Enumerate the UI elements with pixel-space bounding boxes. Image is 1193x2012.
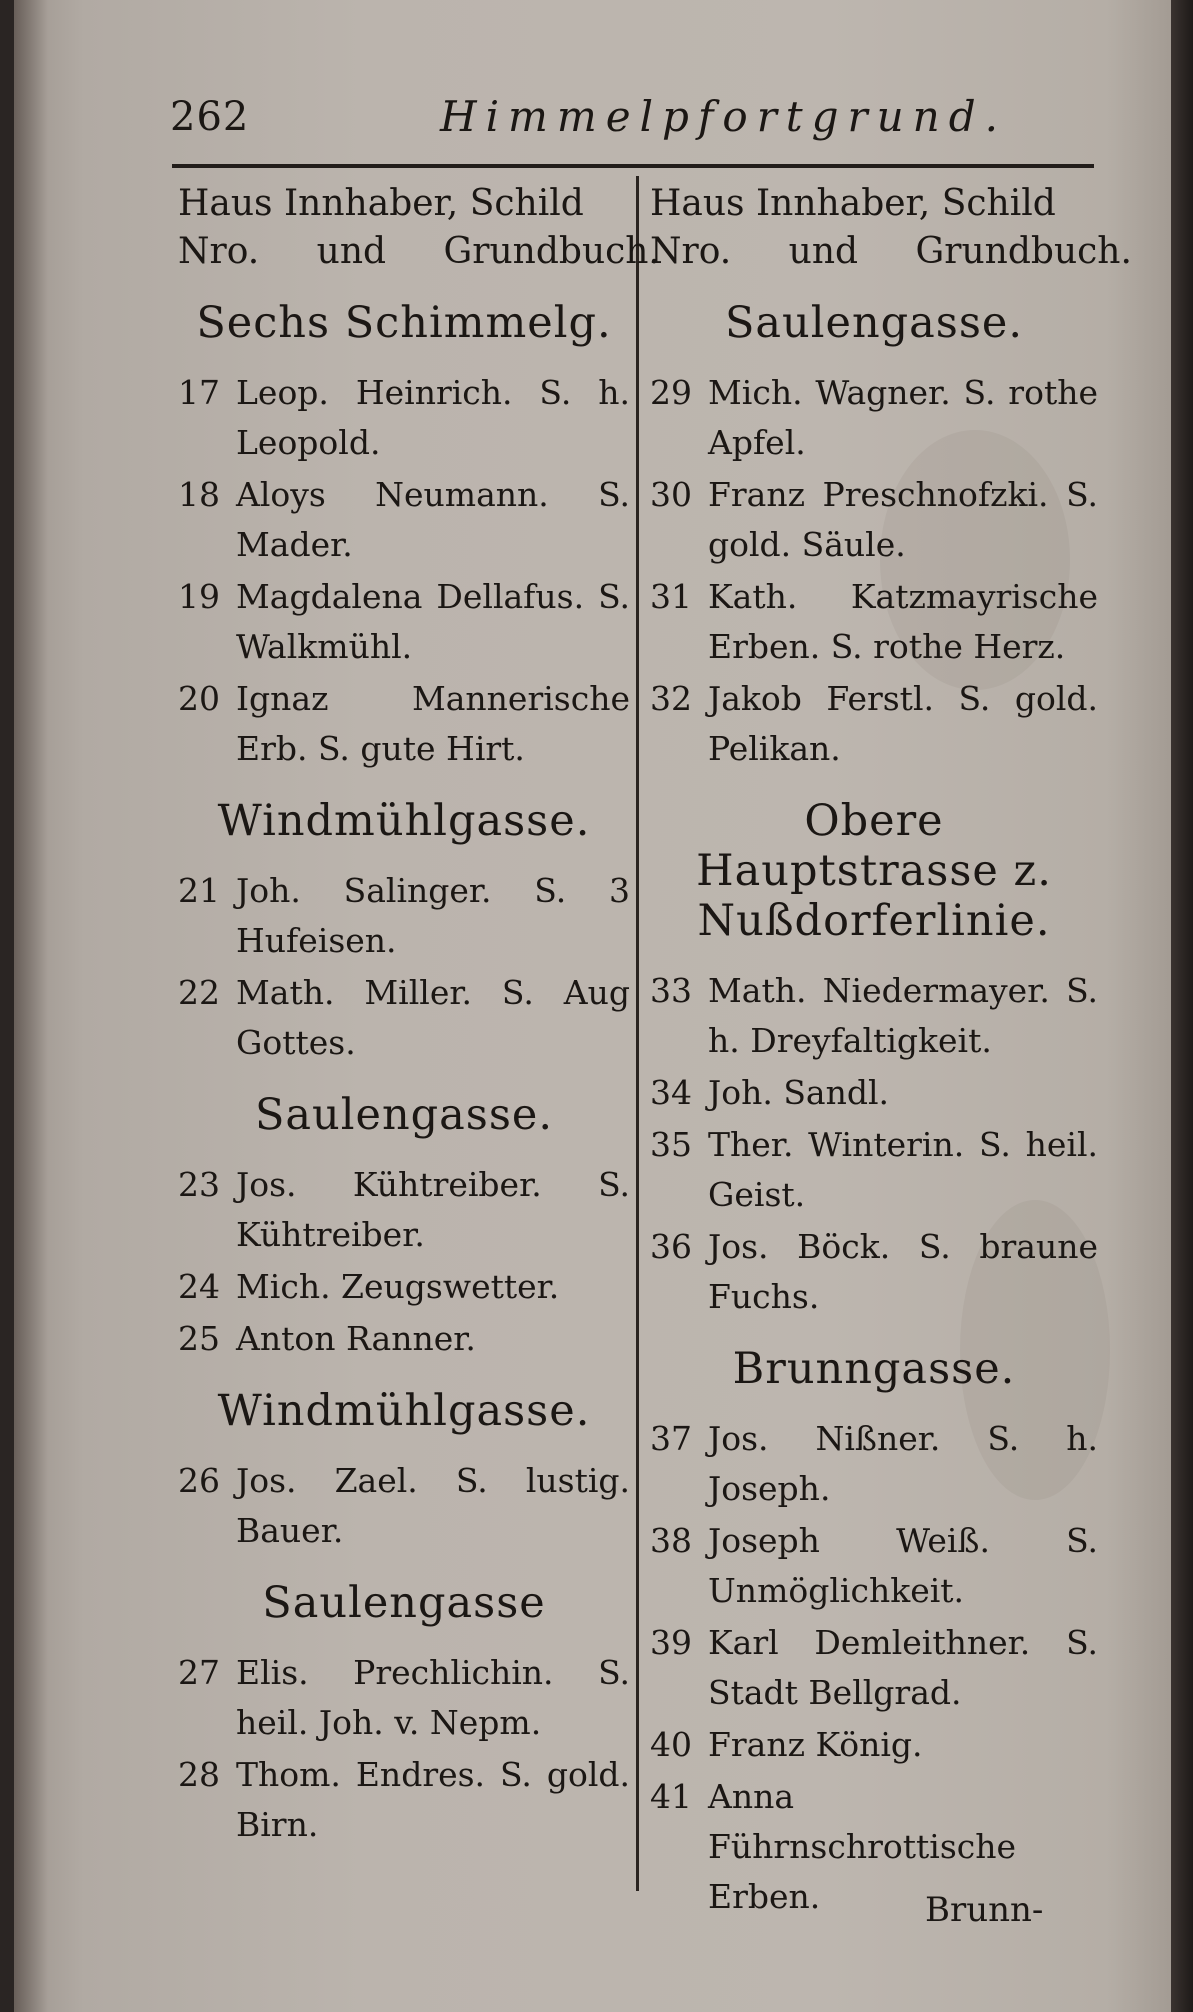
house-entry	[178, 368, 630, 468]
house-entry	[650, 1120, 1098, 1220]
house-entry	[650, 470, 1098, 570]
house-number: 21	[178, 871, 220, 910]
house-number: 34	[650, 1073, 692, 1112]
house-number: 40	[650, 1725, 692, 1764]
house-number: 38	[650, 1521, 692, 1560]
house-entry	[650, 966, 1098, 1066]
owner-and-sign: Jos. Kühtreiber. S. Kühtreiber.	[236, 1165, 630, 1254]
house-entry	[178, 572, 630, 672]
street-heading: Sechs Schimmelg.	[196, 298, 612, 348]
owner-and-sign: Math. Miller. S. Aug Gottes.	[236, 973, 630, 1062]
house-entry	[178, 1160, 630, 1260]
owner-and-sign: Jos. Böck. S. braune Fuchs.	[708, 1227, 1098, 1316]
street-heading: Windmühlgasse.	[217, 1386, 591, 1436]
house-number: 28	[178, 1755, 220, 1794]
house-number: 29	[650, 373, 692, 412]
street-heading: Windmühlgasse.	[217, 796, 591, 846]
column-heading	[178, 180, 660, 276]
house-number: 39	[650, 1623, 692, 1662]
left-column	[178, 180, 660, 1852]
house-number: 36	[650, 1227, 692, 1266]
owner-and-sign: Ther. Winterin. S. heil. Geist.	[708, 1125, 1098, 1214]
house-entry	[650, 368, 1098, 468]
spine-shadow	[14, 0, 48, 2012]
owner-and-sign: Kath. Katzmayrische Erben. S. rothe Herz.	[708, 577, 1098, 666]
house-entry	[650, 1068, 1098, 1118]
owner-and-sign: Jos. Nißner. S. h. Joseph.	[708, 1419, 1098, 1508]
owner-and-sign: Math. Niedermayer. S. h. Dreyfaltigkeit.	[708, 971, 1098, 1060]
street-heading: Obere Hauptstrasse z. Nußdorferlinie.	[696, 796, 1052, 946]
house-number: 30	[650, 475, 692, 514]
house-number: 33	[650, 971, 692, 1010]
house-entry	[178, 1648, 630, 1748]
house-number: 37	[650, 1419, 692, 1458]
street-heading: Saulengasse	[262, 1578, 546, 1628]
owner-and-sign: Anna Führnschrottische Erben.	[708, 1777, 1017, 1916]
street-heading: Saulengasse.	[724, 298, 1024, 348]
owner-and-sign: Anton Ranner.	[236, 1319, 476, 1358]
right-column	[650, 180, 1132, 1924]
house-entry	[178, 1750, 630, 1850]
street-heading: Brunngasse.	[732, 1344, 1016, 1394]
owner-and-sign: Thom. Endres. S. gold. Birn.	[236, 1755, 630, 1844]
running-title: Himmelpfortgrund.	[440, 92, 1007, 141]
house-entry	[650, 1618, 1098, 1718]
house-entry	[178, 866, 630, 966]
house-number: 25	[178, 1319, 220, 1358]
owner-and-sign: Magdalena Dellafus. S. Walkmühl.	[236, 577, 630, 666]
column-heading-line-2	[650, 228, 1132, 276]
house-number: 41	[650, 1777, 692, 1816]
column-heading	[650, 180, 1132, 276]
house-number: 23	[178, 1165, 220, 1204]
house-number: 22	[178, 973, 220, 1012]
header-rule	[172, 164, 1094, 168]
house-entry	[650, 1720, 1098, 1770]
page-edge	[1171, 0, 1193, 2012]
house-number: 20	[178, 679, 220, 718]
owner-and-sign: Karl Demleithner. S. Stadt Bellgrad.	[708, 1623, 1098, 1712]
column-heading-line-1: Haus Innhaber, Schild	[178, 183, 584, 224]
page-number: 262	[170, 94, 250, 140]
house-entry	[178, 1314, 630, 1364]
right-entry-list	[650, 298, 1098, 1922]
owner-and-sign: Elis. Prechlichin. S. heil. Joh. v. Nepm.	[236, 1653, 630, 1742]
owner-and-sign: Mich. Wagner. S. rothe Apfel.	[708, 373, 1098, 462]
column-heading-number-label: Nro.	[178, 231, 260, 272]
house-number: 27	[178, 1653, 220, 1692]
house-entry	[178, 674, 630, 774]
column-heading-register-label: und Grundbuch.	[316, 231, 660, 272]
owner-and-sign: Ignaz Mannerische Erb. S. gute Hirt.	[236, 679, 630, 768]
owner-and-sign: Joh. Sandl.	[708, 1073, 890, 1112]
house-entry	[178, 1456, 630, 1556]
house-entry	[650, 1222, 1098, 1322]
house-number: 31	[650, 577, 692, 616]
street-heading: Saulengasse.	[254, 1090, 554, 1140]
house-entry	[178, 470, 630, 570]
house-number: 18	[178, 475, 220, 514]
column-heading-number-label: Nro.	[650, 231, 732, 272]
column-heading-line-1: Haus Innhaber, Schild	[650, 183, 1056, 224]
column-heading-register-label: und Grundbuch.	[788, 231, 1132, 272]
house-entry	[650, 572, 1098, 672]
column-heading-line-2	[178, 228, 660, 276]
house-number: 32	[650, 679, 692, 718]
owner-and-sign: Jakob Ferstl. S. gold. Pelikan.	[708, 679, 1098, 768]
house-entry	[178, 968, 630, 1068]
owner-and-sign: Mich. Zeugswetter.	[236, 1267, 560, 1306]
page-header	[170, 88, 1100, 148]
owner-and-sign: Franz König.	[708, 1725, 923, 1764]
house-number: 24	[178, 1267, 220, 1306]
owner-and-sign: Jos. Zael. S. lustig. Bauer.	[236, 1461, 630, 1550]
house-number: 35	[650, 1125, 692, 1164]
house-entry	[650, 674, 1098, 774]
house-entry	[178, 1262, 630, 1312]
catchword: Brunn-	[925, 1890, 1044, 1930]
owner-and-sign: Joseph Weiß. S. Unmöglichkeit.	[708, 1521, 1098, 1610]
owner-and-sign: Joh. Salinger. S. 3 Hufeisen.	[236, 871, 630, 960]
column-divider	[636, 176, 639, 1891]
owner-and-sign: Leop. Heinrich. S. h. Leopold.	[236, 373, 630, 462]
house-number: 19	[178, 577, 220, 616]
house-entry	[650, 1414, 1098, 1514]
house-entry	[650, 1516, 1098, 1616]
house-number: 17	[178, 373, 220, 412]
owner-and-sign: Aloys Neumann. S. Mader.	[236, 475, 630, 564]
left-entry-list	[178, 298, 630, 1850]
owner-and-sign: Franz Preschnofzki. S. gold. Säule.	[708, 475, 1098, 564]
house-number: 26	[178, 1461, 220, 1500]
